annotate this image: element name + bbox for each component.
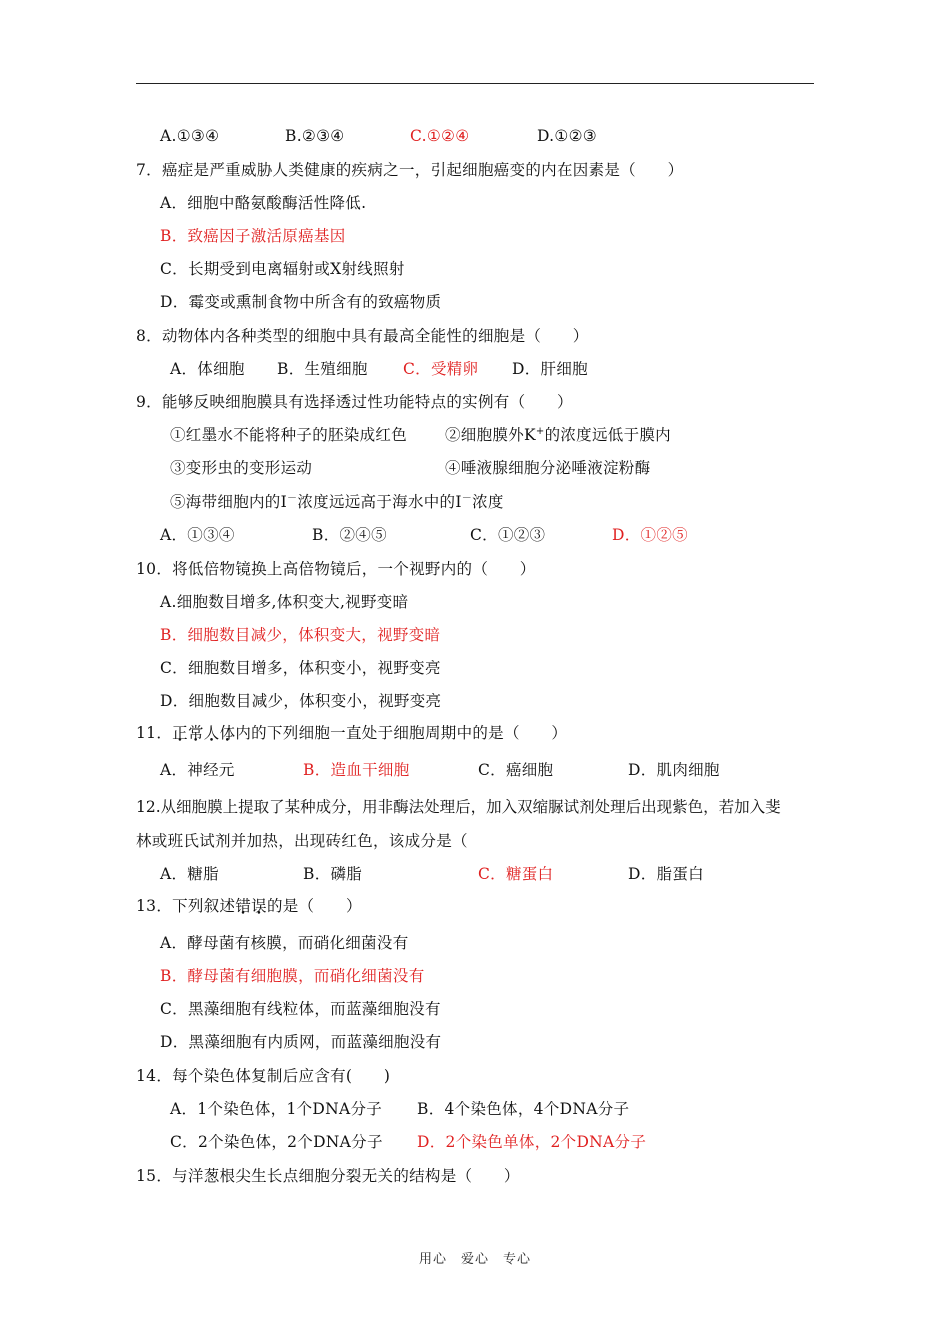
- q7-option-d: D．霉变或熏制食物中所含有的致癌物质: [160, 293, 442, 311]
- q8-option-d: D．肝细胞: [512, 360, 588, 378]
- q14-option-d: D．2个染色单体，2个DNA分子: [417, 1133, 647, 1151]
- emphasis-dot: 体: [219, 724, 236, 742]
- q11-option-b: B．造血干细胞: [303, 761, 410, 779]
- emphasis-dot: 人: [203, 724, 220, 742]
- q7-option-c: C．长期受到电离辐射或X射线照射: [160, 260, 405, 278]
- q14-option-b: B．4个染色体，4个DNA分子: [417, 1100, 630, 1118]
- q8-option-c: C．受精卵: [403, 360, 479, 378]
- q12-option-c: C．糖蛋白: [478, 865, 554, 883]
- q7-option-a: A．细胞中酪氨酸酶活性降低.: [160, 194, 367, 212]
- q12-stem-line1: 12.从细胞膜上提取了某种成分，用非酶法处理后，加入双缩脲试剂处理后出现紫色，若加入斐: [136, 798, 781, 816]
- q7-option-b: B．致癌因子激活原癌基因: [160, 227, 346, 245]
- emphasis-dot: 误: [251, 897, 267, 915]
- q9-item-3: ③变形虫的变形运动: [170, 459, 313, 477]
- q9-item-1: ①红墨水不能将种子的胚染成红色: [170, 426, 408, 444]
- q7-stem: 7．癌症是严重威胁人类健康的疾病之一，引起细胞癌变的内在因素是（ ）: [136, 161, 684, 179]
- q9-option-b: B．②④⑤: [312, 526, 387, 544]
- q8-stem: 8．动物体内各种类型的细胞中具有最高全能性的细胞是（ ）: [136, 327, 589, 345]
- page-footer: 用心 爱心 专心: [418, 1252, 531, 1267]
- q13-stem: 13．下列叙述错误的是（ ）: [136, 897, 362, 915]
- q8-option-a: A．体细胞: [170, 360, 245, 378]
- q14-stem: 14．每个染色体复制后应含有( ): [136, 1067, 391, 1085]
- q9-item-4: ④唾液腺细胞分泌唾液淀粉酶: [445, 459, 651, 477]
- header-rule: [136, 83, 814, 84]
- q13-option-c: C．黑藻细胞有线粒体，而蓝藻细胞没有: [160, 1000, 441, 1018]
- q12-option-d: D．脂蛋白: [628, 865, 704, 883]
- q14-option-c: C．2个染色体，2个DNA分子: [170, 1133, 383, 1151]
- q11-option-a: A．神经元: [160, 761, 235, 779]
- q13-option-b: B．酵母菌有细胞膜，而硝化细菌没有: [160, 967, 425, 985]
- q13-option-d: D．黑藻细胞有内质网，而蓝藻细胞没有: [160, 1033, 442, 1051]
- q13-option-a: A．酵母菌有核膜，而硝化细菌没有: [160, 934, 409, 952]
- q9-stem: 9．能够反映细胞膜具有选择透过性功能特点的实例有（ ）: [136, 393, 573, 411]
- q9-item-5: ⑤海带细胞内的I－浓度远远高于海水中的I－浓度: [170, 492, 504, 511]
- q9-item-2: ②细胞膜外K+的浓度远低于膜内: [445, 425, 671, 444]
- q9-option-c: C．①②③: [470, 526, 546, 544]
- q9-option-a: A．①③④: [160, 526, 235, 544]
- emphasis-dot: 常: [187, 724, 204, 742]
- q10-option-a: A.细胞数目增多,体积变大,视野变暗: [160, 593, 409, 611]
- q10-stem: 10．将低倍物镜换上高倍物镜后，一个视野内的（ ）: [136, 560, 536, 578]
- q11-option-c: C．癌细胞: [478, 761, 554, 779]
- emphasis-dot: 错: [235, 897, 252, 915]
- q6-option-d: D.①②③: [537, 127, 597, 145]
- q6-option-a: A.①③④: [160, 127, 220, 145]
- q6-option-b: B.②③④: [285, 127, 345, 145]
- q14-option-a: A．1个染色体，1个DNA分子: [170, 1100, 383, 1118]
- q11-stem: 11．正常人体内的下列细胞一直处于细胞周期中的是（ ）: [136, 724, 568, 742]
- q10-option-b: B．细胞数目减少，体积变大，视野变暗: [160, 626, 441, 644]
- q10-option-d: D．细胞数目减少，体积变小，视野变亮: [160, 692, 442, 710]
- q8-option-b: B．生殖细胞: [277, 360, 368, 378]
- q11-option-d: D．肌肉细胞: [628, 761, 720, 779]
- q15-stem: 15．与洋葱根尖生长点细胞分裂无关的结构是（ ）: [136, 1167, 520, 1185]
- q12-stem-line2: 林或班氏试剂并加热，出现砖红色，该成分是（: [136, 832, 468, 850]
- q12-option-b: B．磷脂: [303, 865, 363, 883]
- q6-option-c: C.①②④: [410, 127, 470, 145]
- q12-option-a: A．糖脂: [160, 865, 219, 883]
- emphasis-dot: 正: [172, 724, 188, 742]
- q10-option-c: C．细胞数目增多，体积变小，视野变亮: [160, 659, 441, 677]
- q9-option-d: D．①②⑤: [612, 526, 688, 544]
